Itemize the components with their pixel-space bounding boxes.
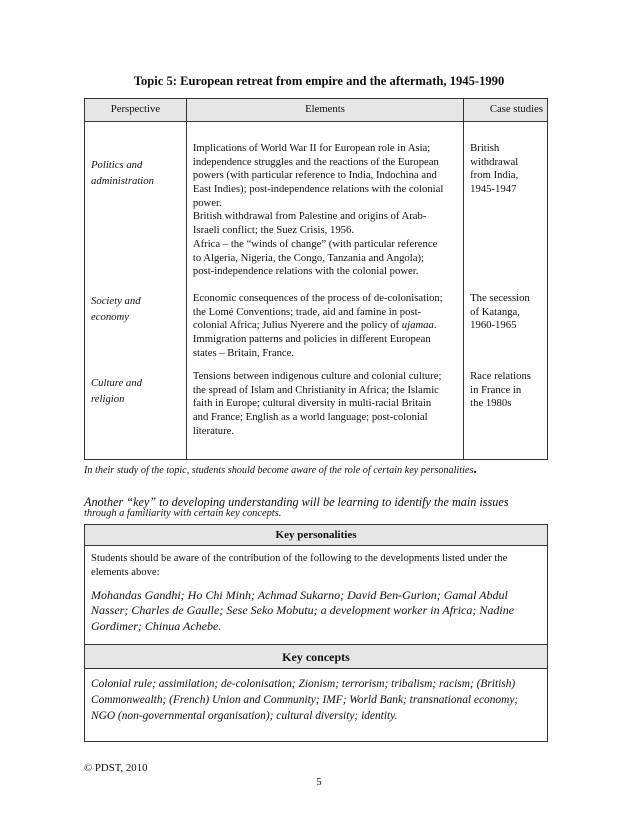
case-line: in France in	[470, 383, 522, 396]
elements-society	[193, 292, 465, 360]
case-line: withdrawal	[470, 155, 519, 168]
header-perspective: Perspective	[85, 99, 187, 122]
personalities-note-period: .	[473, 462, 477, 477]
case-studies-cell	[464, 122, 548, 460]
header-elements: Elements	[186, 99, 463, 122]
personalities-note-text: In their study of the topic, students should become aware of the role of certain key personalities	[84, 465, 474, 476]
case-line: 1960-1965	[470, 319, 517, 332]
elements-culture	[193, 370, 465, 438]
element-text: colonial Africa; Julius Nyerere and the policy of	[192, 319, 402, 332]
topic-table	[84, 98, 548, 460]
page-number: 5	[316, 776, 322, 788]
case-line: Race relations	[470, 370, 531, 382]
key-concepts-heading: Key concepts	[85, 645, 547, 669]
perspective-line: Politics and	[91, 159, 143, 171]
table-header-row	[85, 99, 548, 122]
perspective-society	[91, 294, 141, 325]
case-line: The secession	[470, 292, 530, 304]
key-personalities-heading: Key personalities	[85, 525, 547, 546]
ujamaa-term: ujamaa	[401, 319, 434, 332]
element-line: British withdrawal from Palestine and origins of Arab-	[192, 210, 427, 223]
key-personalities-body	[85, 546, 547, 651]
personalities-note	[84, 462, 554, 478]
element-line: the Lomé Conventions; trade, aid and famine in post-	[192, 305, 422, 318]
case-line: from India,	[470, 169, 519, 182]
element-line: power.	[192, 196, 222, 209]
elements-cell	[186, 122, 463, 460]
elements-politics	[193, 142, 465, 279]
element-line: faith in Europe; cultural diversity in multi-racial Britain	[192, 397, 432, 410]
case-katanga	[470, 292, 546, 333]
perspective-line: Culture and	[91, 377, 142, 389]
key-concepts-box	[84, 644, 548, 742]
concepts-note-line1: Another “key” to developing understanding will be learning to identify the main issues	[84, 495, 509, 509]
case-line: of Katanga,	[470, 305, 520, 318]
element-line: to Algeria, Nigeria, the Congo, Tanzania and Angola);	[192, 251, 425, 264]
element-line: literature.	[192, 424, 235, 437]
element-line: independence struggles and the reactions of the European	[192, 155, 439, 168]
page-title: Topic 5: European retreat from empire and the aftermath, 1945-1990	[133, 74, 505, 88]
key-personalities-intro: Students should be aware of the contribution of the following to the developments listed under the elements above:	[91, 553, 508, 578]
perspective-line: religion	[91, 392, 125, 405]
element-line: Economic consequences of the process of de-colonisation;	[192, 292, 443, 304]
element-line: Israeli conflict; the Suez Crisis, 1956.	[192, 224, 355, 237]
element-text: .	[433, 319, 437, 332]
perspective-culture	[91, 376, 142, 407]
concepts-note-line2: through a familiarity with certain key concepts.	[84, 507, 282, 519]
perspective-line: administration	[91, 174, 154, 187]
element-line	[193, 319, 465, 333]
key-personalities-list: Mohandas Gandhi; Ho Chi Minh; Achmad Sukarno; David Ben-Gurion; Gamal Abdul Nasser; Charles de Gaulle; Sese Seko Mobutu; a development worker in Africa; Nadine Gordimer; Chinua Achebe.	[91, 587, 515, 633]
key-personalities-box	[84, 524, 548, 652]
key-concepts-text: Colonial rule; assimilation; de-colonisation; Zionism; terrorism; tribalism; racism; (British) Commonwealth; (French) Union and Community; IMF; World Bank; transnational economy; NGO (non-governmental organisation); cultural diversity; identity.	[91, 678, 519, 722]
element-line: Tensions between indigenous culture and colonial culture;	[192, 370, 442, 382]
perspective-politics	[91, 158, 154, 189]
concepts-note	[84, 496, 554, 520]
perspective-line: Society and	[91, 295, 141, 307]
copyright: © PDST, 2010	[84, 762, 148, 774]
element-line: powers (with particular reference to India, Indochina and	[192, 169, 437, 182]
perspective-cell	[85, 122, 187, 460]
element-line: the spread of Islam and Christianity in Africa; the Islamic	[192, 383, 439, 396]
case-france	[470, 370, 546, 411]
element-line: Immigration patterns and policies in different European	[192, 333, 431, 346]
case-india	[470, 142, 546, 197]
case-line: 1945-1947	[470, 183, 517, 196]
perspective-line: economy	[91, 310, 129, 323]
header-case-studies: Case studies	[464, 99, 548, 122]
element-line: post-independence relations with the colonial power.	[192, 265, 419, 278]
case-line: the 1980s	[470, 397, 512, 410]
element-line: East Indies); post-independence relations with the colonial	[192, 183, 444, 196]
table-row	[85, 122, 548, 460]
element-line: Implications of World War II for European role in Asia;	[192, 142, 431, 154]
element-line: Africa – the “winds of change” (with particular reference	[192, 237, 438, 250]
element-line: states – Britain, France.	[192, 346, 295, 359]
element-line: and France; English as a world language; post-colonial	[192, 411, 428, 424]
case-line: British	[470, 142, 500, 154]
